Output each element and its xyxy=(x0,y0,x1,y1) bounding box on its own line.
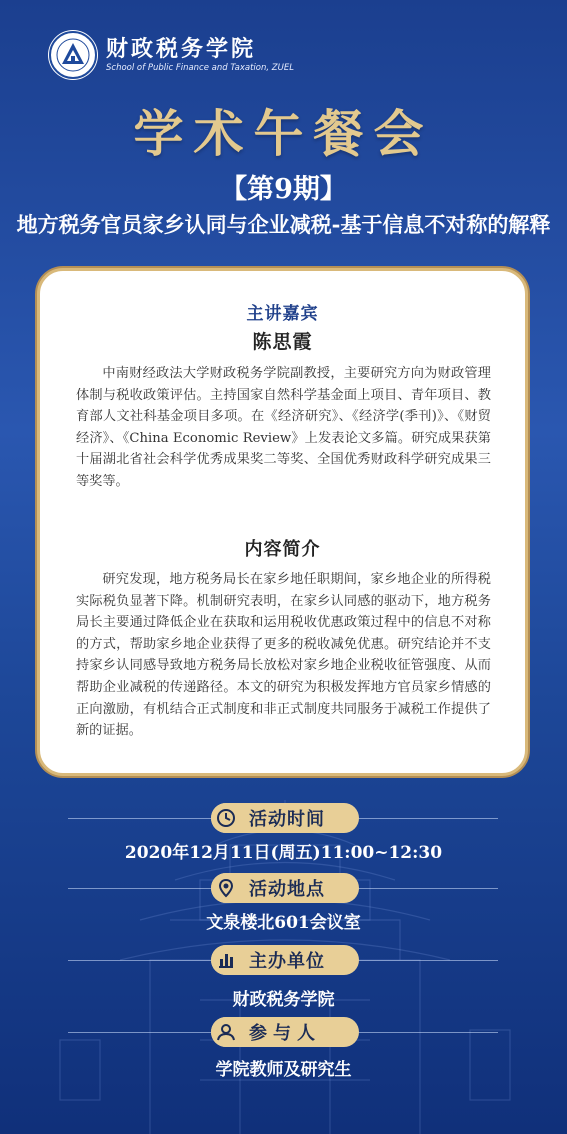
chart-bars-icon xyxy=(211,945,241,975)
issue-number: 【第9期】 xyxy=(220,174,347,205)
host-label: 主办单位 xyxy=(249,951,325,972)
place-label: 活动地点 xyxy=(249,879,325,900)
university-seal-icon xyxy=(48,30,98,80)
time-label: 活动时间 xyxy=(249,809,325,830)
host-value: 财政税务学院 xyxy=(232,990,335,1010)
school-name-cn: 财政税务学院 xyxy=(106,35,257,62)
intro-heading: 内容简介 xyxy=(244,539,321,560)
talk-title: 地方税务官员家乡认同与企业减税-基于信息不对称的解释 xyxy=(16,212,551,237)
location-pin-icon xyxy=(211,873,241,903)
intro-text: 研究发现，地方税务局长在家乡地任职期间，家乡地企业的所得税实际税负显著下降。机制研究表明，在家乡认同感的驱动下，地方税务局长主要通过降低企业在获取和运用税收优惠政策过程中的信息不对称的方式，帮助家乡地企业获得了更多的税收减免优惠。研究结论并不支持家乡认同感导致地方税务局长放松对家乡地企业税收征管强度、从而帮助企业减税的传递路径。本文的研究为积极发挥地方官员家乡情感的正向激励，有机结合正式制度和非正式制度共同服务于减税工作提供了新的证据。 xyxy=(76,572,491,739)
time-pill xyxy=(211,803,359,833)
audience-label: 参与人 xyxy=(249,1023,321,1044)
school-name-en: School of Public Finance and Taxation, ZUEL xyxy=(106,62,294,73)
speaker-heading: 主讲嘉宾 xyxy=(246,304,319,324)
time-value: 2020年12月11日(周五)11:00~12:30 xyxy=(124,843,443,863)
person-icon xyxy=(211,1017,241,1047)
place-pill xyxy=(211,873,359,903)
host-pill xyxy=(211,945,359,975)
speaker-name: 陈思霞 xyxy=(252,331,313,353)
school-logo xyxy=(48,30,294,80)
speaker-bio: 中南财经政法大学财政税务学院副教授，主要研究方向为财政管理体制与税收政策评估。主持国家自然科学基金面上项目、青年项目、教育部人文社科基金项目多项。在《经济研究》、《经济学(季刊)》、《财贸经济》、《China Economic Review》上发表论文多篇。研究成果获第十届湖北省社会科学优秀成果奖二等奖、全国优秀财政科学研究成果三等奖等。 xyxy=(76,366,491,489)
clock-icon xyxy=(211,803,241,833)
audience-pill xyxy=(211,1017,359,1047)
place-value: 文泉楼北601会议室 xyxy=(206,913,361,933)
event-banner-title: 学术午餐会 xyxy=(133,104,434,163)
content-card xyxy=(37,268,528,776)
audience-value: 学院教师及研究生 xyxy=(215,1060,352,1080)
